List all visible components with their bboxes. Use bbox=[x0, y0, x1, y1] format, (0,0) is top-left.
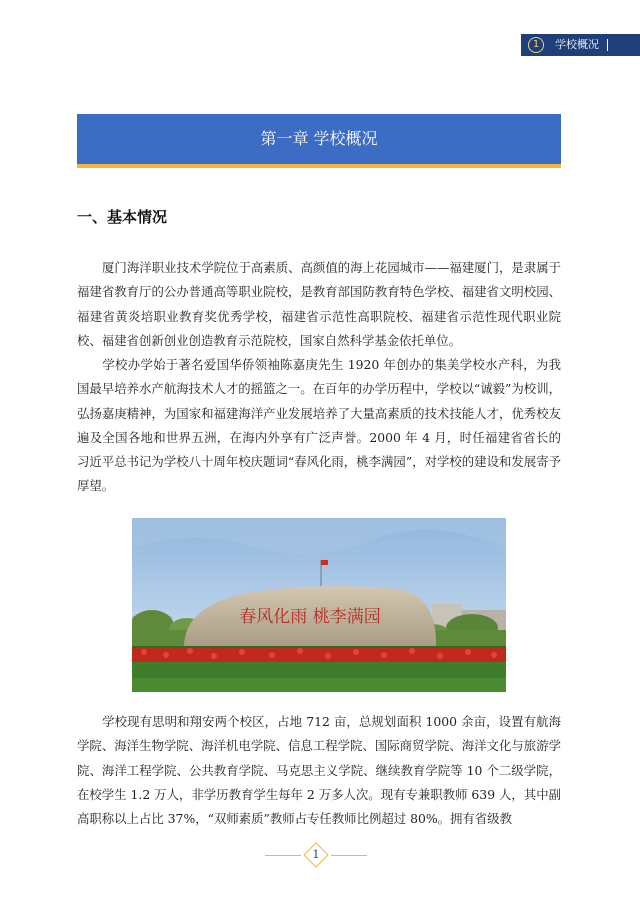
rock-inscription: 春风化雨 桃李满园 bbox=[239, 607, 381, 627]
page-number-line-left bbox=[265, 855, 301, 856]
header-separator bbox=[607, 39, 608, 51]
paragraph-text: 学校办学始于著名爱国华侨领袖陈嘉庚先生 1920 年创办的集美学校水产科，为我国最早培养水产航海技术人才的摇篮之一。在百年的办学历程中，学校以“诚毅”为校训，弘扬嘉庚精神，为国家和福建海洋产业发展培养了大量高素质的技术技能人才，优秀校友遍及全国各地和世界五洲，在海内外享有广泛声誉。2000 年 4 月，时任福建省省长的习近平总书记为学校八十周年校庆题词“春风化雨，桃李满园”，对学校的建设和发展寄予厚望。 bbox=[77, 357, 561, 494]
campus-photo-illustration bbox=[132, 518, 506, 692]
chapter-number-badge: 1 bbox=[528, 37, 544, 53]
page-number-line-right bbox=[331, 855, 367, 856]
paragraph-text: 厦门海洋职业技术学院位于高素质、高颜值的海上花园城市——福建厦门，是隶属于福建省教育厅的公办普通高等职业院校，是教育部国防教育特色学校、福建省文明校园、福建省黄炎培职业教育奖优秀学校，福建省示范性高职院校、福建省示范性现代职业院校、福建省创新创业创造教育示范院校，国家自然科学基金依托单位。 bbox=[77, 260, 561, 348]
running-header bbox=[0, 34, 640, 56]
section-heading: 一、基本情况 bbox=[77, 208, 168, 226]
page-number-badge bbox=[305, 844, 327, 866]
campus-photo bbox=[132, 518, 506, 692]
body-paragraph bbox=[77, 353, 561, 499]
chapter-title: 第一章 学校概况 bbox=[260, 129, 378, 148]
chapter-banner bbox=[77, 114, 561, 164]
body-paragraph bbox=[77, 256, 561, 353]
body-paragraph bbox=[77, 710, 561, 831]
paragraph-text: 学校现有思明和翔安两个校区，占地 712 亩，总规划面积 1000 余亩，设置有航海学院、海洋生物学院、海洋机电学院、信息工程学院、国际商贸学院、海洋文化与旅游学院、海洋工程学院、公共教育学院、马克思主义学院、继续教育学院等 10 个二级学院，在校学生 1.2 万人，非学历教育学生每年 2 万多人次。现有专兼职教师 639 人，其中副高职称以上占比 37%，“双师素质”教师占专任教师比例超过 80%。拥有省级教 bbox=[77, 714, 561, 827]
running-header-label: 学校概况 bbox=[555, 38, 599, 51]
page-number: 1 bbox=[312, 848, 320, 861]
chapter-banner-underline bbox=[77, 164, 561, 168]
